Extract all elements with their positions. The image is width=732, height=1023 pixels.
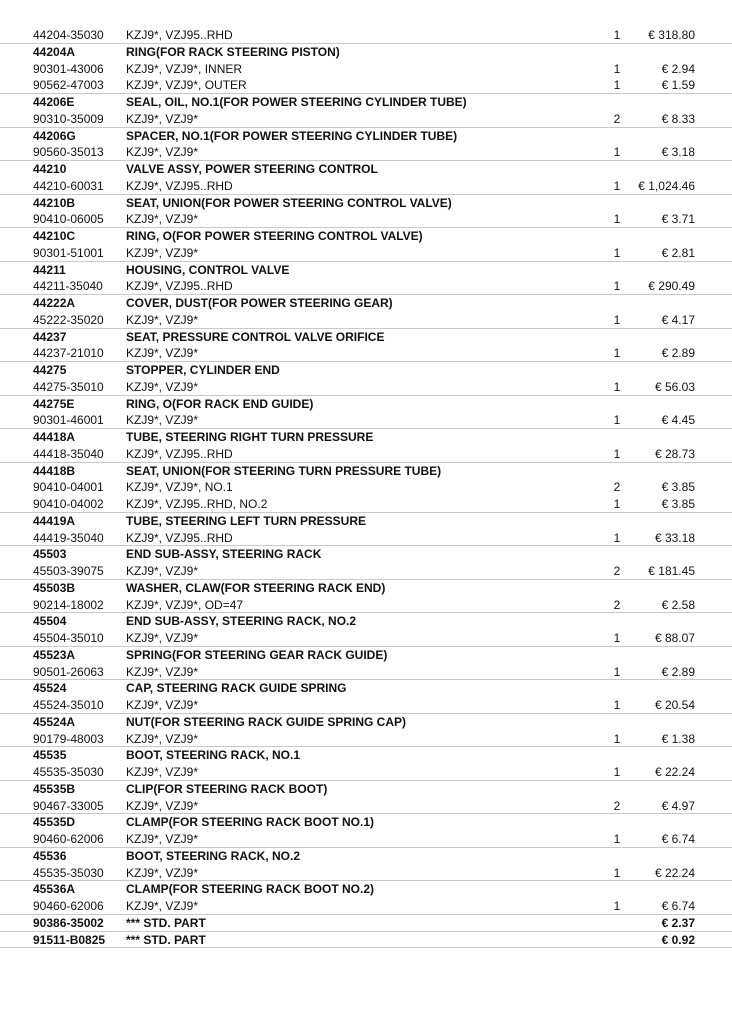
part-number: 44237-21010 <box>33 346 104 361</box>
part-name: CAP, STEERING RACK GUIDE SPRING <box>126 681 347 696</box>
quantity: 1 <box>613 698 621 712</box>
price: € 56.03 <box>654 379 695 394</box>
quantity: 2 <box>613 597 621 612</box>
group-header-row <box>0 680 732 697</box>
part-number: 90410-04001 <box>33 480 104 495</box>
part-name: TUBE, STEERING RIGHT TURN PRESSURE <box>126 430 374 444</box>
part-number: 44210B <box>33 195 76 210</box>
part-number: 45503-39075 <box>33 564 104 578</box>
part-name: NUT(FOR STEERING RACK GUIDE SPRING CAP) <box>126 714 407 729</box>
part-number: 90301-43006 <box>33 61 104 76</box>
model-applicability: KZJ9*, VZJ95..RHD <box>126 28 233 42</box>
model-applicability: KZJ9*, VZJ9*, OUTER <box>126 78 247 93</box>
part-name: VALVE ASSY, POWER STEERING CONTROL <box>126 162 378 176</box>
part-number: 45524 <box>33 681 67 696</box>
part-name: SPACER, NO.1(FOR POWER STEERING CYLINDER TUBE) <box>126 128 458 143</box>
part-number: 90410-04002 <box>33 497 104 511</box>
quantity: 1 <box>613 78 621 93</box>
price: € 2.89 <box>661 346 695 361</box>
quantity: 1 <box>613 446 621 461</box>
part-number: 44210-60031 <box>33 178 104 193</box>
part-number: 91511-B0825 <box>33 932 106 947</box>
group-header-row <box>0 44 732 61</box>
part-number: 44275 <box>33 363 67 377</box>
quantity: 1 <box>613 832 621 846</box>
group-header-row <box>0 781 732 798</box>
part-name: RING(FOR RACK STEERING PISTON) <box>126 44 340 59</box>
quantity: 1 <box>613 28 621 42</box>
price: € 318.80 <box>648 28 695 42</box>
part-number: 45503B <box>33 580 76 595</box>
part-row <box>0 530 732 547</box>
part-number: 90501-26063 <box>33 664 104 679</box>
quantity: 2 <box>613 798 621 813</box>
model-applicability: KZJ9*, VZJ9* <box>126 145 199 160</box>
model-applicability: KZJ9*, VZJ9* <box>126 865 199 880</box>
price: € 2.81 <box>661 245 695 260</box>
part-row <box>0 178 732 195</box>
part-row <box>0 211 732 228</box>
part-row <box>0 379 732 396</box>
model-applicability: KZJ9*, VZJ9* <box>126 379 199 394</box>
quantity: 1 <box>613 61 621 76</box>
group-header-row <box>0 647 732 664</box>
quantity: 1 <box>613 245 621 260</box>
group-header-row <box>0 463 732 480</box>
group-header-row <box>0 546 732 563</box>
price: € 4.45 <box>661 413 695 428</box>
group-header-row <box>0 396 732 413</box>
part-number: 45535-35030 <box>33 865 104 880</box>
group-header-row <box>0 228 732 245</box>
price: € 2.89 <box>661 664 695 679</box>
part-row <box>0 563 732 580</box>
part-row <box>0 412 732 429</box>
group-header-row <box>0 128 732 145</box>
std-part-row <box>0 915 732 932</box>
group-header-row <box>0 848 732 865</box>
part-number: 44210 <box>33 162 67 176</box>
group-header-row <box>0 161 732 178</box>
part-number: 44211 <box>33 262 66 277</box>
part-name: RING, O(FOR RACK END GUIDE) <box>126 396 314 411</box>
part-number: 44204-35030 <box>33 28 104 42</box>
model-applicability: KZJ9*, VZJ9* <box>126 832 199 846</box>
part-row <box>0 312 732 329</box>
price: € 20.54 <box>654 698 695 712</box>
part-row <box>0 597 732 614</box>
part-number: 44206G <box>33 128 76 143</box>
model-applicability: KZJ9*, VZJ9* <box>126 798 199 813</box>
price: € 181.45 <box>648 564 695 578</box>
model-applicability: KZJ9*, VZJ9* <box>126 111 199 126</box>
quantity: 1 <box>613 731 621 746</box>
quantity: 1 <box>613 145 621 160</box>
quantity: 1 <box>613 413 621 428</box>
model-applicability: KZJ9*, VZJ95..RHD <box>126 279 233 294</box>
group-header-row <box>0 814 732 831</box>
quantity: 1 <box>613 631 621 645</box>
part-number: 90179-48003 <box>33 731 104 746</box>
part-name: COVER, DUST(FOR POWER STEERING GEAR) <box>126 296 393 310</box>
model-applicability: KZJ9*, VZJ9* <box>126 212 199 227</box>
std-part-row <box>0 932 732 949</box>
model-applicability: KZJ9*, VZJ9* <box>126 765 199 779</box>
part-row <box>0 446 732 463</box>
part-name: SEAT, PRESSURE CONTROL VALVE ORIFICE <box>126 329 385 344</box>
price: € 88.07 <box>654 631 695 645</box>
part-row <box>0 664 732 681</box>
price: € 6.74 <box>661 832 695 846</box>
part-number: 90410-06005 <box>33 212 104 227</box>
part-number: 44419A <box>33 513 76 528</box>
part-number: 45536A <box>33 882 76 897</box>
model-applicability: KZJ9*, VZJ9* <box>126 245 199 260</box>
part-row <box>0 245 732 262</box>
part-number: 44204A <box>33 44 76 59</box>
part-row <box>0 111 732 128</box>
group-header-row <box>0 747 732 764</box>
group-header-row <box>0 881 732 898</box>
part-number: 45535-35030 <box>33 765 104 779</box>
price: € 33.18 <box>654 530 695 545</box>
parts-list <box>0 27 732 948</box>
part-row <box>0 479 732 496</box>
group-header-row <box>0 714 732 731</box>
quantity: 2 <box>613 111 621 126</box>
part-number: 45536 <box>33 848 67 863</box>
price: € 2.58 <box>661 597 695 612</box>
group-header-row <box>0 613 732 630</box>
part-row <box>0 278 732 295</box>
quantity: 1 <box>613 312 621 327</box>
model-applicability: KZJ9*, VZJ9* <box>126 664 199 679</box>
part-row <box>0 27 732 44</box>
part-number: 44237 <box>33 329 67 344</box>
model-applicability: KZJ9*, VZJ9*, NO.1 <box>126 480 233 495</box>
model-applicability: *** STD. PART <box>126 932 206 947</box>
part-number: 44275E <box>33 396 75 411</box>
part-name: END SUB-ASSY, STEERING RACK <box>126 547 322 562</box>
quantity: 1 <box>613 497 621 511</box>
part-number: 44206E <box>33 95 75 109</box>
part-row <box>0 77 732 94</box>
model-applicability: KZJ9*, VZJ9* <box>126 899 199 913</box>
part-number: 90562-47003 <box>33 78 104 93</box>
part-number: 45504 <box>33 614 67 629</box>
quantity: 1 <box>613 899 621 913</box>
part-number: 45524-35010 <box>33 698 104 712</box>
part-name: SEAT, UNION(FOR POWER STEERING CONTROL VALVE) <box>126 195 452 210</box>
part-number: 44222A <box>33 296 76 310</box>
part-name: BOOT, STEERING RACK, NO.2 <box>126 848 301 863</box>
part-number: 90214-18002 <box>33 597 104 612</box>
part-number: 90460-62006 <box>33 832 104 846</box>
part-number: 90310-35009 <box>33 111 104 126</box>
quantity: 1 <box>613 279 621 294</box>
part-number: 44210C <box>33 229 76 243</box>
part-number: 44419-35040 <box>33 530 104 545</box>
price: € 3.85 <box>661 480 695 495</box>
part-row <box>0 144 732 161</box>
part-number: 45535D <box>33 815 76 830</box>
price: € 3.85 <box>661 497 695 511</box>
price: € 4.17 <box>661 312 695 327</box>
quantity: 1 <box>613 178 621 193</box>
group-header-row <box>0 94 732 111</box>
price: € 1.38 <box>661 731 695 746</box>
part-name: CLAMP(FOR STEERING RACK BOOT NO.1) <box>126 815 374 830</box>
price: € 28.73 <box>654 446 695 461</box>
part-number: 90301-51001 <box>33 245 104 260</box>
price: € 3.71 <box>661 212 695 227</box>
part-number: 90460-62006 <box>33 899 104 913</box>
part-name: HOUSING, CONTROL VALVE <box>126 262 290 277</box>
model-applicability: KZJ9*, VZJ95..RHD <box>126 446 233 461</box>
quantity: 1 <box>613 346 621 361</box>
group-header-row <box>0 362 732 379</box>
part-number: 45222-35020 <box>33 312 104 327</box>
group-header-row <box>0 262 732 279</box>
model-applicability: KZJ9*, VZJ9* <box>126 564 199 578</box>
part-number: 45535B <box>33 781 76 796</box>
part-name: WASHER, CLAW(FOR STEERING RACK END) <box>126 580 386 595</box>
part-number: 45504-35010 <box>33 631 104 645</box>
part-number: 90301-46001 <box>33 413 104 428</box>
part-name: SEAL, OIL, NO.1(FOR POWER STEERING CYLINDER TUBE) <box>126 95 467 109</box>
part-number: 44275-35010 <box>33 379 104 394</box>
model-applicability: KZJ9*, VZJ9* <box>126 731 199 746</box>
model-applicability: KZJ9*, VZJ9*, OD=47 <box>126 597 244 612</box>
model-applicability: KZJ9*, VZJ9* <box>126 698 199 712</box>
price: € 2.37 <box>661 915 695 930</box>
group-header-row <box>0 429 732 446</box>
price: € 6.74 <box>661 899 695 913</box>
part-number: 44418A <box>33 430 76 444</box>
quantity: 1 <box>613 212 621 227</box>
quantity: 1 <box>613 865 621 880</box>
price: € 3.18 <box>661 145 695 160</box>
part-row <box>0 630 732 647</box>
quantity: 2 <box>613 480 621 495</box>
part-row <box>0 61 732 78</box>
part-row <box>0 865 732 882</box>
price: € 22.24 <box>654 765 695 779</box>
part-row <box>0 898 732 915</box>
part-name: STOPPER, CYLINDER END <box>126 363 280 377</box>
model-applicability: KZJ9*, VZJ9* <box>126 312 199 327</box>
part-name: SEAT, UNION(FOR STEERING TURN PRESSURE TUBE) <box>126 463 442 478</box>
part-row <box>0 764 732 781</box>
part-name: CLAMP(FOR STEERING RACK BOOT NO.2) <box>126 882 374 897</box>
group-header-row <box>0 513 732 530</box>
part-row <box>0 831 732 848</box>
group-header-row <box>0 329 732 346</box>
part-number: 45524A <box>33 714 76 729</box>
model-applicability: KZJ9*, VZJ95..RHD <box>126 178 233 193</box>
part-row <box>0 496 732 513</box>
price: € 8.33 <box>661 111 695 126</box>
price: € 1.59 <box>661 78 695 93</box>
part-number: 45535 <box>33 748 67 763</box>
quantity: 1 <box>613 530 621 545</box>
price: € 1,024.46 <box>638 178 695 193</box>
price: € 2.94 <box>661 61 695 76</box>
part-name: BOOT, STEERING RACK, NO.1 <box>126 748 301 763</box>
part-number: 44418-35040 <box>33 446 104 461</box>
price: € 4.97 <box>661 798 695 813</box>
model-applicability: KZJ9*, VZJ9* <box>126 413 199 428</box>
group-header-row <box>0 580 732 597</box>
group-header-row <box>0 295 732 312</box>
part-number: 45523A <box>33 647 76 662</box>
model-applicability: KZJ9*, VZJ9* <box>126 346 199 361</box>
part-number: 90467-33005 <box>33 798 104 813</box>
part-number: 44211-35040 <box>33 279 103 294</box>
part-number: 44418B <box>33 463 76 478</box>
part-name: END SUB-ASSY, STEERING RACK, NO.2 <box>126 614 357 629</box>
part-name: RING, O(FOR POWER STEERING CONTROL VALVE) <box>126 229 423 243</box>
quantity: 2 <box>613 564 621 578</box>
part-row <box>0 798 732 815</box>
part-name: CLIP(FOR STEERING RACK BOOT) <box>126 781 328 796</box>
part-row <box>0 731 732 748</box>
quantity: 1 <box>613 765 621 779</box>
price: € 290.49 <box>648 279 695 294</box>
part-name: TUBE, STEERING LEFT TURN PRESSURE <box>126 513 367 528</box>
quantity: 1 <box>613 379 621 394</box>
quantity: 1 <box>613 664 621 679</box>
price: € 0.92 <box>661 932 695 947</box>
part-row <box>0 345 732 362</box>
model-applicability: KZJ9*, VZJ95..RHD <box>126 530 233 545</box>
part-number: 90560-35013 <box>33 145 104 160</box>
model-applicability: KZJ9*, VZJ95..RHD, NO.2 <box>126 497 268 511</box>
model-applicability: *** STD. PART <box>126 915 206 930</box>
part-name: SPRING(FOR STEERING GEAR RACK GUIDE) <box>126 647 388 662</box>
part-row <box>0 697 732 714</box>
part-number: 45503 <box>33 547 67 562</box>
group-header-row <box>0 195 732 212</box>
model-applicability: KZJ9*, VZJ9*, INNER <box>126 61 243 76</box>
price: € 22.24 <box>654 865 695 880</box>
model-applicability: KZJ9*, VZJ9* <box>126 631 199 645</box>
part-number: 90386-35002 <box>33 915 104 930</box>
